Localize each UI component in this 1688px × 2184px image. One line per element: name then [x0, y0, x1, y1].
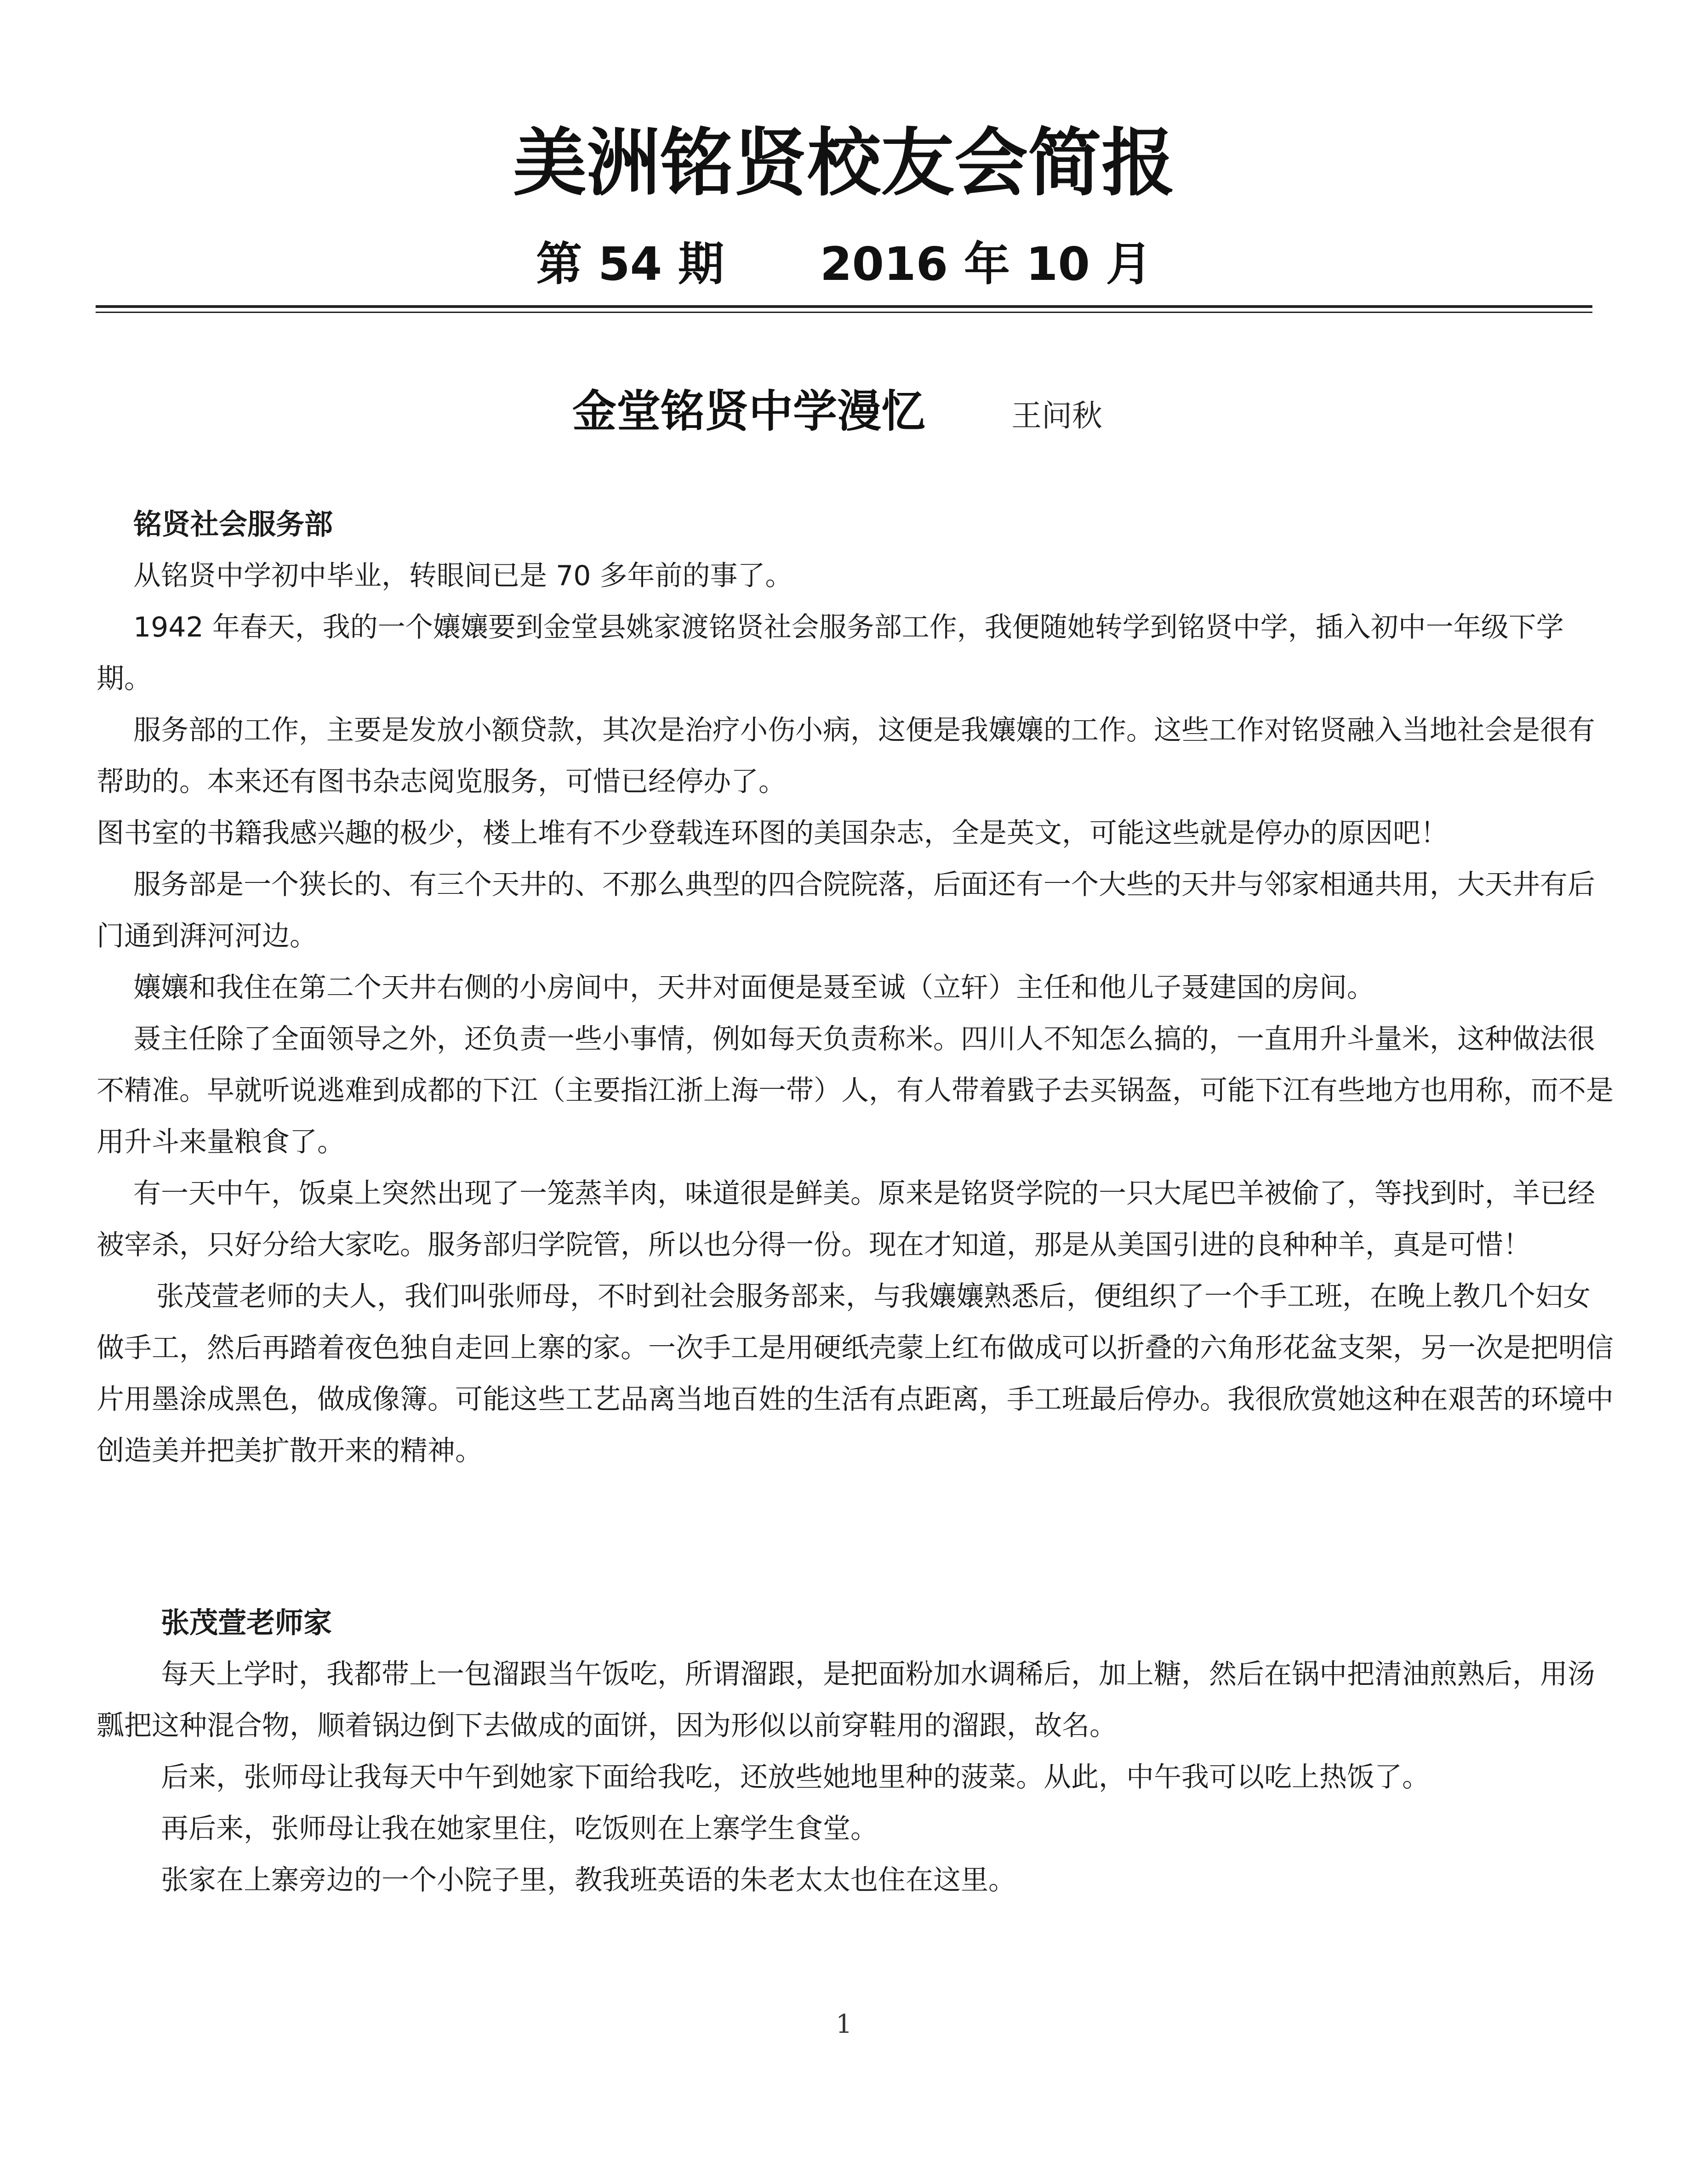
article-header [0, 379, 1688, 444]
page-number: 1 [836, 2009, 852, 2039]
newsletter-title: 美洲铭贤校友会简报 [513, 120, 1175, 206]
paragraph: 有一天中午，饭桌上突然出现了一笼蒸羊肉，味道很是鲜美。原来是铭贤学院的一只大尾巴羊被偷了，等找到时，羊已经被宰杀，只好分给大家吃。服务部归学院管，所以也分得一份。现在才知道，那是从美国引进的良种种羊，真是可惜！ [97, 1177, 1595, 1261]
section-heading: 张茂萱老师家 [161, 1606, 332, 1639]
paragraph: 孃孃和我住在第二个天井右侧的小房间中，天井对面便是聂至诚（立轩）主任和他儿子聂建国的房间。 [133, 972, 1374, 1004]
paragraph: 张茂萱老师的夫人，我们叫张师母，不时到社会服务部来，与我孃孃熟悉后，便组织了一个手工班，在晚上教几个妇女做手工，然后再踏着夜色独自走回上寨的家。一次手工是用硬纸壳蒙上红布做成可以折叠的六角形花盆支架，另一次是把明信片用墨涂成黑色，做成像簿。可能这些工艺品离当地百姓的生活有点距离，手工班最后停办。我很欣赏她这种在艰苦的环境中创造美并把美扩散开来的精神。 [97, 1280, 1614, 1467]
paragraph: 张家在上寨旁边的一个小院子里，教我班英语的朱老太太也住在这里。 [161, 1864, 1016, 1896]
paragraph: 服务部是一个狭长的、有三个天井的、不那么典型的四合院院落，后面还有一个大些的天井与邻家相通共用，大天井有后门通到湃河河边。 [97, 869, 1595, 952]
paragraph: 图书室的书籍我感兴趣的极少，楼上堆有不少登载连环图的美国杂志，全是英文，可能这些就是停办的原因吧！ [97, 817, 1448, 849]
header-rule-thick [96, 305, 1592, 308]
paragraph: 后来，张师母让我每天中午到她家下面给我吃，还放些她地里种的菠菜。从此，中午我可以吃上热饭了。 [161, 1761, 1430, 1793]
article-author: 王问秋 [1011, 398, 1102, 433]
paragraph: 1942 年春天，我的一个孃孃要到金堂县姚家渡铭贤社会服务部工作，我便随她转学到铭贤中学，插入初中一年级下学期。 [97, 611, 1564, 695]
paragraph: 聂主任除了全面领导之外，还负责一些小事情，例如每天负责称米。四川人不知怎么搞的，一直用升斗量米，这种做法很不精准。早就听说逃难到成都的下江（主要指江浙上海一带）人，有人带着戥子去买锅盔，可能下江有些地方也用称，而不是用升斗来量粮食了。 [97, 1023, 1614, 1158]
paragraph: 从铭贤中学初中毕业，转眼间已是 70 多年前的事了。 [133, 560, 793, 592]
paragraph: 服务部的工作，主要是发放小额贷款，其次是治疗小伤小病，这便是我孃孃的工作。这些工作对铭贤融入当地社会是很有帮助的。本来还有图书杂志阅览服务，可惜已经停办了。 [97, 714, 1595, 798]
paragraph: 再后来，张师母让我在她家里住，吃饭则在上寨学生食堂。 [161, 1813, 878, 1845]
section-social-service [97, 499, 1614, 1477]
issue-date: 第 54 期 2016 年 10 月 [536, 237, 1152, 291]
header-rule-thin [96, 312, 1592, 313]
section-heading: 铭贤社会服务部 [133, 507, 333, 541]
section-zhang-teacher-home [97, 1597, 1614, 1906]
paragraph: 每天上学时，我都带上一包溜跟当午饭吃，所谓溜跟，是把面粉加水调稀后，加上糖，然后在锅中把清油煎熟后，用汤瓢把这种混合物，顺着锅边倒下去做成的面饼，因为形似以前穿鞋用的溜跟，故名。 [97, 1658, 1595, 1742]
article-title: 金堂铭贤中学漫忆 [572, 386, 925, 437]
